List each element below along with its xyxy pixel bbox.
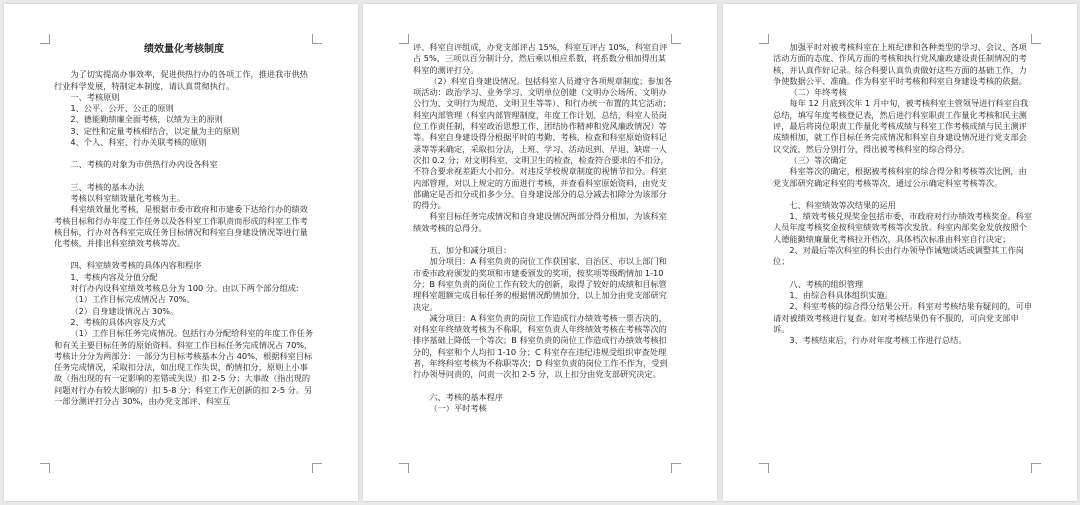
margin-corner-mark [759,463,769,473]
margin-corner-mark [40,34,50,44]
paragraph: 1、由综合科具体组织实施。 [789,289,893,300]
margin-corner-mark [312,463,322,473]
paragraph-spacer [773,189,1033,200]
paragraph: 减分项目：A 科室负责的岗位工作造成行办绩效考核一票否决的，对科室年终绩效考核为不称职，科室负责人年终绩效考核在考核等次的排序基础上降低一个等次；B 科室负责的岗位工作造成行办绩效考核扣分的，科室和个人均扣 1-10 分；C 科室存在违纪违规受组织审查处理者，年终科室考核为不称职等次；D 科室负责的岗位工作不作为，受到行办领导问责的，问责一次扣 2-5 分，以上扣分由党支部研究决定。 [413,312,668,380]
page-2-paragraphs [413,42,673,414]
paragraph: 二、考核的对象为市供热行办内设各科室 [70,159,218,170]
paragraph-spacer [54,148,314,159]
paragraph: 科室绩效量化考核，是根据市委市政府和市建委下达给行办的绩效考核目标和行办年度工作任务以及各科室工作职责而形成的科室工作考核目标，行办对各科室完成任务目标情况和科室自身建设情况等进行量化考核，并排出科室绩效考核等次。 [54,204,308,249]
paragraph-spacer [413,234,673,245]
paragraph: 三、考核的基本办法 [70,181,145,192]
page-3-paragraphs [773,42,1033,346]
paragraph: 四、科室绩效考核的具体内容和程序 [70,260,202,271]
paragraph: 3、考核结束后，行办对年度考核工作进行总结。 [789,335,967,346]
paragraph-spacer [413,381,673,392]
document-title: 绩效量化考核制度 [144,44,224,55]
paragraph: 科室等次的确定，根据被考核科室的综合得分和考核等次比例，由党支部研究确定科室的考核等次，通过公示确定科室考核等次。 [773,166,1027,188]
paragraph: 4、个人、科室、行办关联考核的原则 [70,137,207,148]
paragraph: 对行办内设科室绩效考核总分为 100 分。由以下两个部分组成: [70,283,299,294]
document-page-3 [723,4,1077,501]
paragraph: 每年 12 月底到次年 1 月中旬，被考核科室主管领导进行科室自我总结，填写年度考核登记表，然后进行科室职责工作量化考核和民主测评，最后将岗位职责工作量化考核成绩与科室工作考核成绩与民主测评成绩相加，就工作目标任务完成情况和科室自身建设情况进行党支部会议交流，然后分别打分，得出被考核科室的综合得分。 [773,98,1029,154]
page-body [773,42,1033,346]
paragraph: （一）平时考核 [429,402,487,413]
paragraph: 2、德能勤绩廉全面考核，以绩为主的原则 [70,114,223,125]
paragraph: 七、科室绩效等次结果的运用 [789,199,896,210]
paragraph: 加强平时对被考核科室在上班纪律和各种类型的学习、会议、各项活动方面的态度、作风方面的考核和执行党风廉政建设责任制情况的考核，并认真作好记录。综合科要认真负责做好这些方面的基础工作，力争使数据公平、准确。作为科室平时考核和科室自身建设考核的依据。 [773,42,1027,86]
paragraph: （1）工作目标完成情况占 70%。 [70,294,195,305]
page-1-paragraphs [54,69,314,407]
paragraph: （三）等次确定 [789,154,847,165]
margin-corner-mark [671,463,681,473]
paragraph: 2、考核的具体内容及方式 [70,316,166,327]
margin-corner-mark [399,34,409,44]
margin-corner-mark [399,463,409,473]
margin-corner-mark [40,463,50,473]
paragraph: 3、定性和定量考核相结合，以定量为主的原则 [70,125,240,136]
paragraph: （1）工作目标任务完成情况。包括行办分配给科室的年度工作任务和有关主要目标任务的原始资料。科室工作目标任务完成情况占 70%，考核计分分为两部分：一部分为目标考核基本分占 40%，根据科室目标任务完成情况，采取扣分法，如出现工作失误，酌情扣分，原则上小事故（指出现的有一定影响的差错或失误）扣 2-5 分；大事故（指出现的问题对行办有较大影响的）扣 5-8 分；科室工作无创新的扣 2-5 分。另一部分测评打分占 30%，由办党支部评、科室互 [54,328,314,407]
paragraph: 六、考核的基本程序 [429,391,504,402]
paragraph: 科室目标任务完成情况和自身建设情况两部分得分相加，为该科室绩效考核的总得分。 [413,211,667,233]
page-body [54,38,314,407]
margin-corner-mark [759,34,769,44]
paragraph: 八、考核的组织管理 [789,278,864,289]
paragraph: 评、科室自评组成，办党支部评占 15%，科室互评占 10%，科室自评占 5%，三项以百分制计分，然后乘以相应系数，将系数分相加得出某科室的测评打分。 [413,42,668,75]
paragraph: 考核以科室绩效量化考核为主。 [70,192,186,203]
paragraph: 1、公平、公开、公正的原则 [70,103,174,114]
paragraph: 2、对最后等次科室的科长由行办领导作诫勉谈话或调整其工作岗位； [773,245,1024,267]
paragraph-spacer [773,268,1033,279]
paragraph: （2）科室自身建设情况。包括科室人员遵守各项规章制度；参加各项活动：政治学习、业务学习、文明单位创建（文明办公场所、文明办公行为、文明行为规范、文明卫生等等）、和行办统一布置的其它活动；科室内部管理（科室内部管理制度，年度工作计划、总结，科室人员岗位工作责任制，科室政治思想工作，团结协作精神和党风廉政情况）等等。科室自身建设得分根据平时的考勤、考核、检查和科室原始资料记录等等来确定，采取扣分法，上班、学习、活动迟到、早退、缺席一人次扣 0.2 分；对文明科室、文明卫生的检查，检查符合要求的不扣分，不符合要求视差距大小扣分。对违反学校规章制度的视情节扣分。科室内部管理，对以上规定的方面进行考核，并查看科室原始资料，由党支部确定是否扣分或扣多少分。自身建设部分的总分减去扣除分为该部分的得分。 [413,75,673,211]
page-body [413,42,673,414]
paragraph: 一、考核原则 [70,91,120,102]
paragraph: 1、考核内容及分值分配 [70,271,158,282]
document-page-1 [4,4,358,501]
paragraph: （二）年终考核 [789,87,847,98]
paragraph: 加分项目：A 科室负责的岗位工作获国家、自治区、市以上部门和市委市政府颁发的奖项和市建委颁发的奖项，按奖项等级酌情加 1-10 分；B 科室负责的岗位工作有较大的创新，取得了较好的成绩和目标管理科室超额完成目标任务的根据情况酌情加分，以上加分由党支部研究决定。 [413,256,667,312]
paragraph: （2）自身建设情况占 30%。 [70,305,179,316]
paragraph-spacer [54,171,314,182]
margin-corner-mark [1031,463,1041,473]
paragraph: 五、加分和减分项目： [429,245,512,256]
paragraph: 2、科室考核的综合得分结果公开。科室对考核结果有疑问的，可申请对被绩效考核进行复查。如对考核结果仍有不服的，可向党支部申诉。 [773,301,1033,334]
document-page-2 [363,4,717,501]
paragraph: 为了切实提高办事效率，促进供热行办的各项工作，推进我市供热行业科学发展，特制定本制度，请认真贯彻执行。 [54,69,308,91]
paragraph: 1、绩效考核兑现奖金包括市委、市政府对行办绩效考核奖金。科室人员年度考核奖金按科室绩效考核等次发放。科室内部奖金发放按照个人德能勤绩廉量化考核拉开档次，具体档次标准由科室自行决定； [773,211,1033,244]
paragraph-spacer [54,249,314,260]
